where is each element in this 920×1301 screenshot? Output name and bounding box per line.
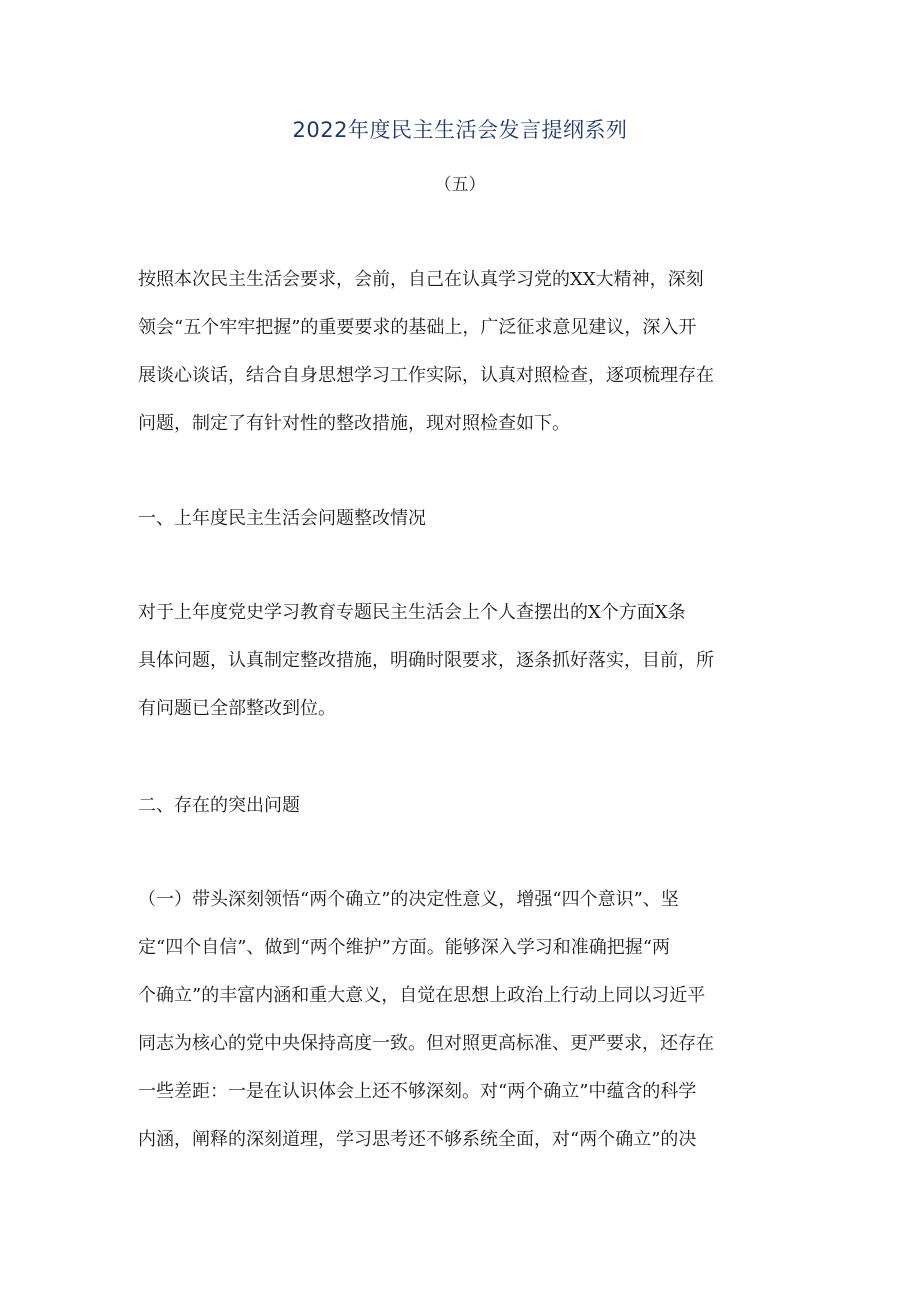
paragraph-line: 对于上年度党史学习教育专题民主生活会上个人查摆出的X个方面X条 [138, 602, 686, 623]
document-subtitle: （五） [434, 175, 486, 195]
section-2-paragraph [138, 876, 784, 1164]
paragraph-line: 问题，制定了有针对性的整改措施，现对照检查如下。 [138, 413, 570, 434]
paragraph-line: 展谈心谈话，结合自身思想学习工作实际，认真对照检查，逐项梳理存在 [138, 365, 714, 386]
section-heading-2: 二、存在的突出问题 [138, 795, 300, 816]
paragraph-line: （一）带头深刻领悟“两个确立”的决定性意义，增强“四个意识”、坚 [138, 889, 679, 910]
paragraph-line: 同志为核心的党中央保持高度一致。但对照更高标准、更严要求，还存在 [138, 1033, 714, 1054]
section-1-paragraph [138, 589, 784, 733]
paragraph-line: 内涵，阐释的深刻道理，学习思考还不够系统全面，对“两个确立”的决 [138, 1129, 697, 1150]
paragraph-line: 按照本次民主生活会要求，会前，自己在认真学习党的XX大精神，深刻 [138, 269, 704, 290]
paragraph-line: 具体问题，认真制定整改措施，明确时限要求，逐条抓好落实，目前，所 [138, 650, 714, 671]
paragraph-line: 领会“五个牢牢把握”的重要要求的基础上，广泛征求意见建议，深入开 [138, 317, 697, 338]
paragraph-line: 有问题已全部整改到位。 [138, 698, 336, 719]
intro-paragraph [138, 256, 784, 448]
section-heading-1: 一、上年度民主生活会问题整改情况 [138, 508, 426, 529]
paragraph-line: 一些差距：一是在认识体会上还不够深刻。对“两个确立”中蕴含的科学 [138, 1081, 697, 1102]
paragraph-line: 定“四个自信”、做到“两个维护”方面。能够深入学习和准确把握“两 [138, 937, 671, 958]
paragraph-line: 个确立”的丰富内涵和重大意义，自觉在思想上政治上行动上同以习近平 [138, 985, 706, 1006]
document-title: 2022年度民主生活会发言提纲系列 [292, 118, 628, 142]
